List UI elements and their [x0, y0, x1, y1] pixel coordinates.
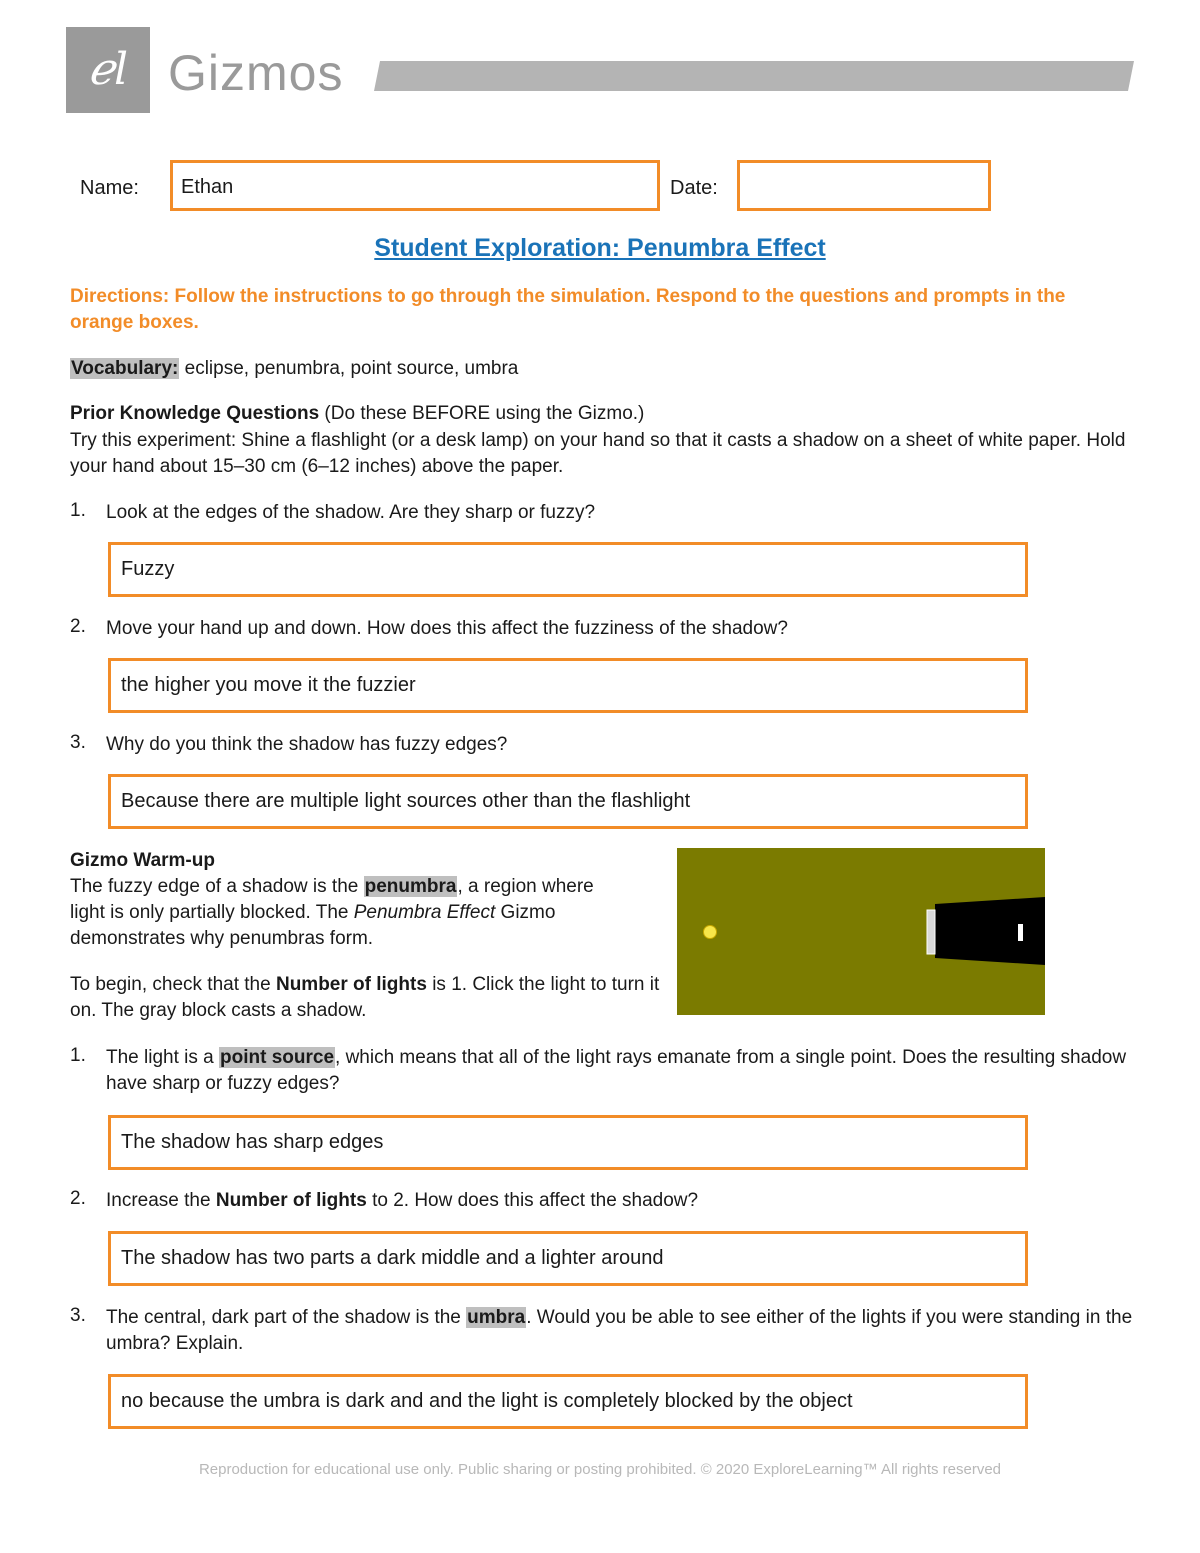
number-of-lights-term: Number of lights	[215, 1190, 367, 1211]
question-number: 2.	[70, 1188, 86, 1209]
question-text	[106, 1045, 1136, 1097]
answer-box[interactable]: The shadow has two parts a dark middle and a lighter around	[108, 1231, 1028, 1286]
header-bar	[374, 61, 1134, 91]
warmup-heading: Gizmo Warm-up	[70, 850, 215, 871]
question-number: 2.	[70, 616, 86, 637]
text: . Would you be able to see either of the lights if you were standing in the umbra? Explain.	[106, 1307, 1133, 1354]
prior-knowledge-title: Prior Knowledge Questions	[70, 403, 320, 424]
question-text: Look at the edges of the shadow. Are they sharp or fuzzy?	[106, 502, 596, 523]
text: The central, dark part of the shadow is the	[106, 1307, 467, 1328]
text: Increase the	[106, 1190, 216, 1211]
number-of-lights-term: Number of lights	[275, 974, 427, 995]
answer-box[interactable]: Fuzzy	[108, 542, 1028, 597]
question-text: Why do you think the shadow has fuzzy edges?	[106, 734, 508, 755]
name-field[interactable]: Ethan	[170, 160, 660, 211]
brand-name: Gizmos	[168, 45, 344, 101]
simulation-image	[677, 848, 1045, 1015]
date-field[interactable]	[737, 160, 991, 211]
page-title: Student Exploration: Penumbra Effect	[374, 234, 826, 262]
directions: Directions: Follow the instructions to go through the simulation. Respond to the questions and prompts in the orange boxes.	[70, 286, 1066, 333]
text: to 2. How does this affect the shadow?	[366, 1190, 699, 1211]
prior-knowledge-intro: Try this experiment: Shine a flashlight (or a desk lamp) on your hand so that it casts a shadow on a sheet of white paper. Hold your hand about 15–30 cm (6–12 inches) above the paper.	[70, 430, 1126, 477]
question-number: 3.	[70, 1305, 86, 1326]
gray-block	[927, 910, 935, 954]
term-penumbra: penumbra	[364, 876, 457, 897]
simulation-drawing	[677, 848, 1045, 1015]
text: , which means that all of the light rays emanate from a single point. Does the resulting shadow have sharp or fuzzy edges?	[106, 1047, 1127, 1094]
prior-knowledge-note: (Do these BEFORE using the Gizmo.)	[319, 403, 645, 424]
answer-box[interactable]: The shadow has sharp edges	[108, 1115, 1028, 1170]
text: The light is a	[106, 1047, 219, 1068]
screen-marker	[1018, 924, 1023, 941]
question-number: 3.	[70, 732, 86, 753]
answer-box[interactable]: no because the umbra is dark and and the light is completely blocked by the object	[108, 1374, 1028, 1429]
shadow-shape	[935, 897, 1045, 965]
text: Gizmo demonstrates why penumbras form.	[70, 902, 556, 949]
vocabulary	[70, 356, 1130, 382]
footer-copyright: Reproduction for educational use only. Public sharing or posting prohibited. © 2020 ExploreLearning™ All rights reserved	[198, 1461, 1002, 1478]
vocabulary-label: Vocabulary:	[71, 358, 179, 379]
name-label: Name:	[80, 177, 139, 199]
text: is 1. Click the light to turn it on. The gray block casts a shadow.	[70, 974, 660, 1021]
date-label: Date:	[670, 177, 718, 199]
warmup-paragraph-2	[70, 972, 665, 1024]
term-point-source: point source	[220, 1047, 335, 1068]
explorelearning-logo-icon: ℯl	[87, 44, 129, 95]
text: To begin, check that the	[70, 974, 276, 995]
question-text: Move your hand up and down. How does this affect the fuzziness of the shadow?	[106, 618, 788, 639]
prior-knowledge-heading	[70, 401, 1130, 427]
question-number: 1.	[70, 1045, 86, 1066]
text: , a region where light is only partially blocked. The	[70, 876, 594, 923]
warmup-paragraph-1	[70, 874, 630, 952]
answer-box[interactable]: the higher you move it the fuzzier	[108, 658, 1028, 713]
light-source-icon	[703, 925, 717, 939]
text: The fuzzy edge of a shadow is the	[70, 876, 364, 897]
question-text	[106, 1305, 1136, 1357]
question-text	[106, 1188, 1136, 1214]
term-umbra: umbra	[467, 1307, 526, 1328]
answer-box[interactable]: Because there are multiple light sources other than the flashlight	[108, 774, 1028, 829]
question-number: 1.	[70, 500, 86, 521]
vocabulary-text: eclipse, penumbra, point source, umbra	[179, 358, 519, 379]
gizmo-name: Penumbra Effect	[353, 902, 496, 923]
